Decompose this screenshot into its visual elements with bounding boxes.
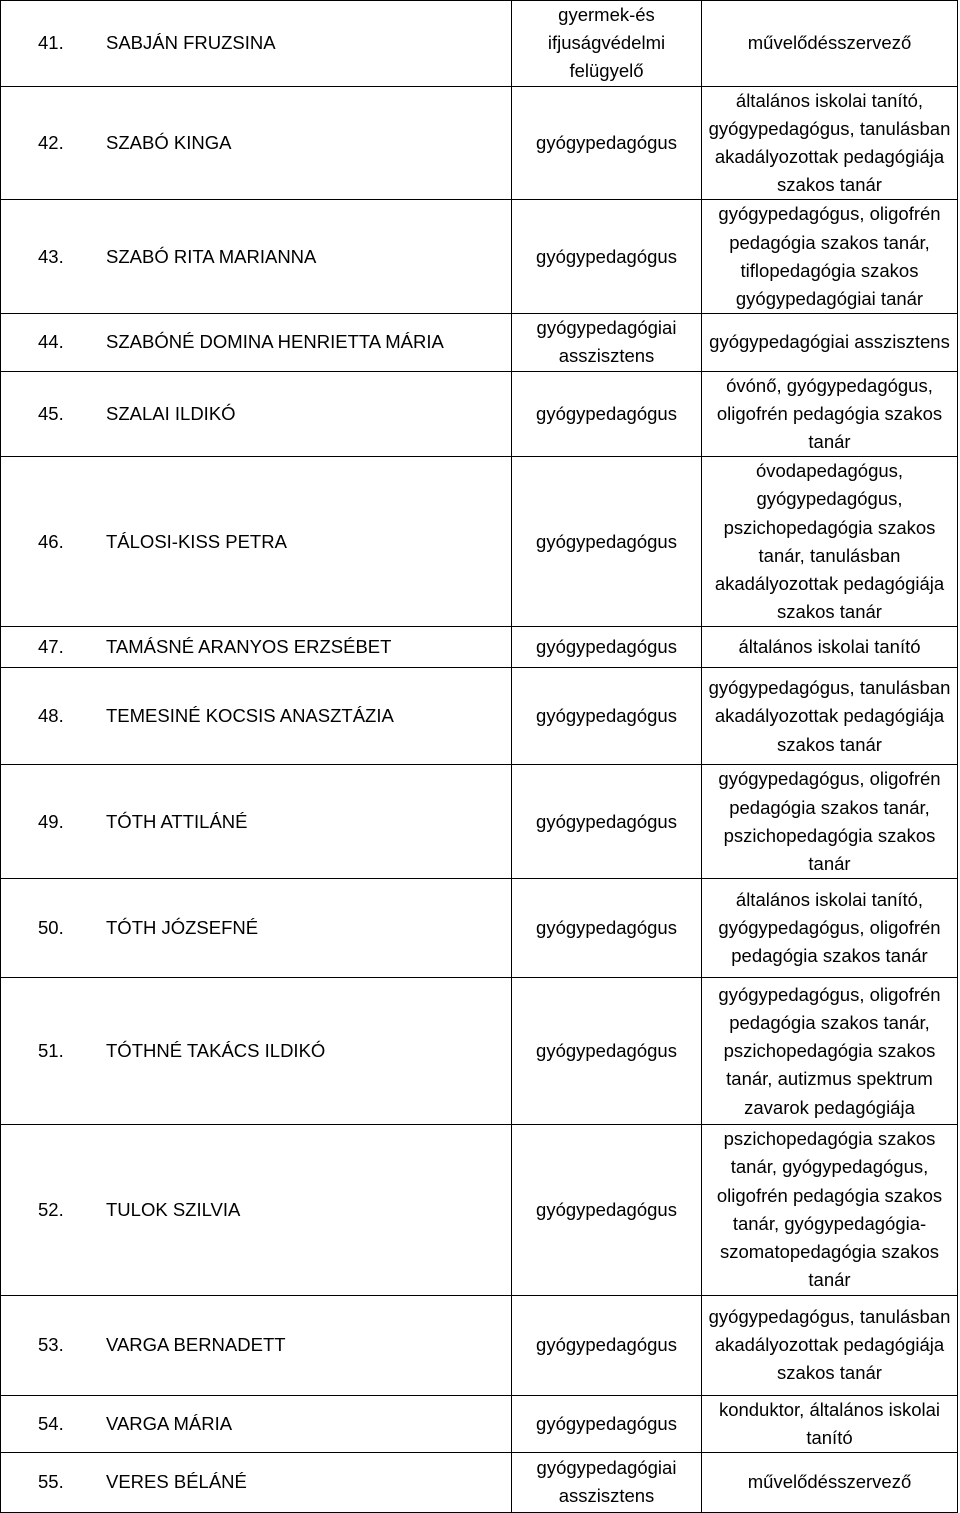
staff-qualification: óvodapedagógus, gyógypedagógus, pszichopedagógia szakos tanár, tanulásban akadályozottak pedagógiája szakos tanár — [702, 457, 958, 627]
staff-qualification: művelődésszervező — [702, 1, 958, 87]
staff-qualification: általános iskolai tanító, gyógypedagógus, oligofrén pedagógia szakos tanár — [702, 879, 958, 978]
staff-name: TAMÁSNÉ ARANYOS ERZSÉBET — [98, 627, 512, 668]
staff-qualification: gyógypedagógus, oligofrén pedagógia szakos tanár, pszichopedagógia szakos tanár — [702, 765, 958, 879]
row-number: 55. — [1, 1452, 99, 1512]
staff-qualification: gyógypedagógus, oligofrén pedagógia szakos tanár, tiflopedagógia szakos gyógypedagógiai tanár — [702, 200, 958, 314]
table-row — [1, 668, 958, 765]
staff-qualification: gyógypedagógus, tanulásban akadályozottak pedagógiája szakos tanár — [702, 1295, 958, 1395]
table-row — [1, 371, 958, 457]
staff-role: gyermek-és ifjuságvédelmi felügyelő — [512, 1, 702, 87]
row-number: 52. — [1, 1125, 99, 1295]
staff-name: SZABÓ KINGA — [98, 86, 512, 200]
table-row — [1, 1, 958, 87]
staff-name: TÁLOSI-KISS PETRA — [98, 457, 512, 627]
table-row — [1, 200, 958, 314]
staff-qualification: konduktor, általános iskolai tanító — [702, 1395, 958, 1452]
table-row — [1, 1125, 958, 1295]
row-number: 53. — [1, 1295, 99, 1395]
row-number: 45. — [1, 371, 99, 457]
staff-role: gyógypedagógus — [512, 978, 702, 1125]
row-number: 51. — [1, 978, 99, 1125]
table-row — [1, 1295, 958, 1395]
table-row — [1, 86, 958, 200]
staff-role: gyógypedagógus — [512, 879, 702, 978]
staff-qualification: gyógypedagógus, tanulásban akadályozottak pedagógiája szakos tanár — [702, 668, 958, 765]
staff-name: TEMESINÉ KOCSIS ANASZTÁZIA — [98, 668, 512, 765]
staff-name: TÓTHNÉ TAKÁCS ILDIKÓ — [98, 978, 512, 1125]
row-number: 43. — [1, 200, 99, 314]
staff-role: gyógypedagógus — [512, 765, 702, 879]
row-number: 41. — [1, 1, 99, 87]
staff-name: SZABÓ RITA MARIANNA — [98, 200, 512, 314]
row-number: 48. — [1, 668, 99, 765]
staff-name: VERES BÉLÁNÉ — [98, 1452, 512, 1512]
row-number: 50. — [1, 879, 99, 978]
staff-role: gyógypedagógiai asszisztens — [512, 1452, 702, 1512]
table-row — [1, 627, 958, 668]
staff-role: gyógypedagógus — [512, 200, 702, 314]
staff-role: gyógypedagógus — [512, 1125, 702, 1295]
staff-qualification: pszichopedagógia szakos tanár, gyógypedagógus, oligofrén pedagógia szakos tanár, gyógypedagógia-szomatopedagógia szakos tanár — [702, 1125, 958, 1295]
staff-role: gyógypedagógus — [512, 86, 702, 200]
staff-qualification: általános iskolai tanító, gyógypedagógus, tanulásban akadályozottak pedagógiája szakos tanár — [702, 86, 958, 200]
staff-qualification: gyógypedagógiai asszisztens — [702, 314, 958, 371]
row-number: 54. — [1, 1395, 99, 1452]
staff-qualification: gyógypedagógus, oligofrén pedagógia szakos tanár, pszichopedagógia szakos tanár, autizmus spektrum zavarok pedagógiája — [702, 978, 958, 1125]
staff-name: TULOK SZILVIA — [98, 1125, 512, 1295]
staff-role: gyógypedagógus — [512, 668, 702, 765]
row-number: 46. — [1, 457, 99, 627]
row-number: 47. — [1, 627, 99, 668]
table-row — [1, 457, 958, 627]
staff-role: gyógypedagógus — [512, 371, 702, 457]
row-number: 42. — [1, 86, 99, 200]
table-row — [1, 314, 958, 371]
staff-qualification: művelődésszervező — [702, 1452, 958, 1512]
staff-name: TÓTH ATTILÁNÉ — [98, 765, 512, 879]
staff-name: VARGA MÁRIA — [98, 1395, 512, 1452]
staff-role: gyógypedagógus — [512, 457, 702, 627]
row-number: 49. — [1, 765, 99, 879]
row-number: 44. — [1, 314, 99, 371]
table-row — [1, 1395, 958, 1452]
table-row — [1, 1452, 958, 1512]
table-row — [1, 978, 958, 1125]
staff-qualification: általános iskolai tanító — [702, 627, 958, 668]
staff-role: gyógypedagógiai asszisztens — [512, 314, 702, 371]
staff-name: TÓTH JÓZSEFNÉ — [98, 879, 512, 978]
staff-name: VARGA BERNADETT — [98, 1295, 512, 1395]
table-row — [1, 765, 958, 879]
staff-role: gyógypedagógus — [512, 1295, 702, 1395]
staff-role: gyógypedagógus — [512, 1395, 702, 1452]
staff-name: SABJÁN FRUZSINA — [98, 1, 512, 87]
staff-qualification: óvónő, gyógypedagógus, oligofrén pedagógia szakos tanár — [702, 371, 958, 457]
table-row — [1, 879, 958, 978]
staff-role: gyógypedagógus — [512, 627, 702, 668]
staff-name: SZABÓNÉ DOMINA HENRIETTA MÁRIA — [98, 314, 512, 371]
staff-name: SZALAI ILDIKÓ — [98, 371, 512, 457]
